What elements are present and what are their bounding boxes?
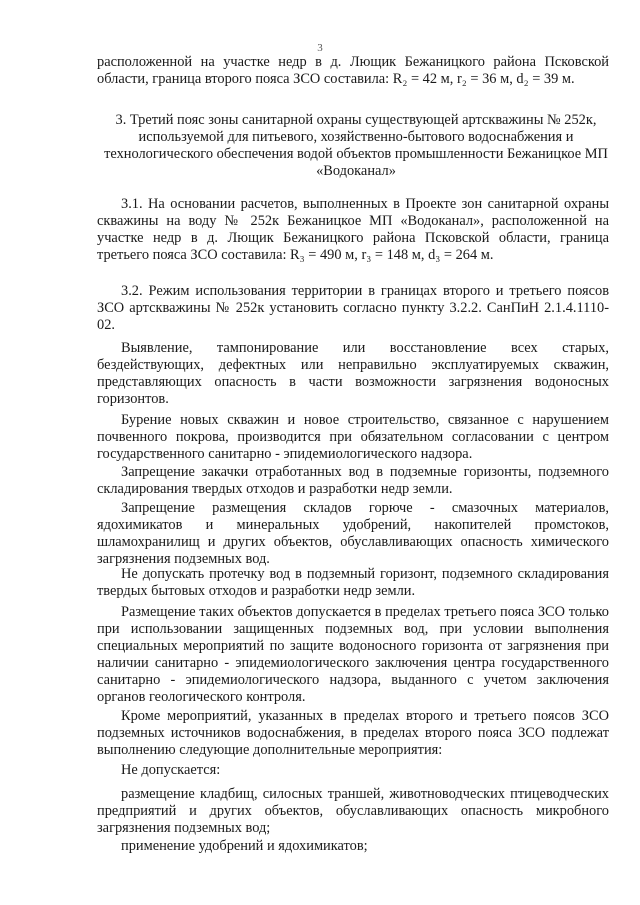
section-3-heading: 3. Третий пояс зоны санитарной охраны существующей артскважины № 252к, используемой для питьевого, хозяйственно-бытового водоснабжения и технологического обеспечения водой объектов промышленности Бежаницкое МП «Водоканал» xyxy=(104,112,608,179)
page-number: 3 xyxy=(317,42,323,54)
paragraph-zone2-boundary: расположенной на участке недр в д. Лющик Бежаницкого района Псковской области, граница второго пояса ЗСО составила: R₂ = 42 м, r₂ = 36 м, d₂ = 39 м. xyxy=(97,54,609,87)
paragraph-storage-ban: Запрещение размещения складов горюче - смазочных материалов, ядохимикатов и минеральных удобрений, накопителей промстоков, шламохранилищ и других объектов, обуславливающих опасность химического загрязнения подземных вод. xyxy=(97,500,609,567)
paragraph-cemeteries: размещение кладбищ, силосных траншей, животноводческих птицеводческих предприятий и других объектов, обуславливающих опасность микробного загрязнения подземных вод; xyxy=(97,786,609,836)
paragraph-additional-measures: Кроме мероприятий, указанных в пределах второго и третьего поясов ЗСО подземных источников водоснабжения, в пределах второго пояса ЗСО подлежат выполнению следующие дополнительные мероприятия: xyxy=(97,708,609,758)
paragraph-injection-ban: Запрещение закачки отработанных вод в подземные горизонты, подземного складирования твердых отходов и разработки недр земли. xyxy=(97,464,609,497)
paragraph-3-1: 3.1. На основании расчетов, выполненных в Проекте зон санитарной охраны скважины на воду № 252к Бежаницкое МП «Водоканал», расположенной на участке недр в д. Лющик Бежаницкого района Псковской области, граница третьего пояса ЗСО составила: R₃ = 490 м, r₃ = 148 м, d₃ = 264 м. xyxy=(97,196,609,263)
paragraph-fertilizers: применение удобрений и ядохимикатов; xyxy=(121,838,368,854)
paragraph-placement: Размещение таких объектов допускается в пределах третьего пояса ЗСО только при использовании защищенных подземных вод, при условии выполнения специальных мероприятий по защите водоносного горизонта от загрязнения при наличии санитарно - эпидемиологического заключения центра государственного санитарно - эпидемиологического надзора, выданного с учетом заключения органов геологического контроля. xyxy=(97,604,609,705)
paragraph-3-2: 3.2. Режим использования территории в границах второго и третьего поясов ЗСО артскважины № 252к установить согласно пункту 3.2.2. СанПиН 2.1.4.1110-02. xyxy=(97,283,609,333)
paragraph-leak-ban: Не допускать протечку вод в подземный горизонт, подземного складирования твердых бытовых отходов и разработки недр земли. xyxy=(97,566,609,599)
paragraph-drilling: Бурение новых скважин и новое строительство, связанное с нарушением почвенного покрова, производится при обязательном согласовании с центром государственного санитарно - эпидемиологического надзора. xyxy=(97,412,609,462)
paragraph-detection: Выявление, тампонирование или восстановление всех старых, бездействующих, дефектных или неправильно эксплуатируемых скважин, представляющих опасность в части возможности загрязнения водоносных горизонтов. xyxy=(97,340,609,407)
paragraph-not-allowed: Не допускается: xyxy=(121,762,221,778)
